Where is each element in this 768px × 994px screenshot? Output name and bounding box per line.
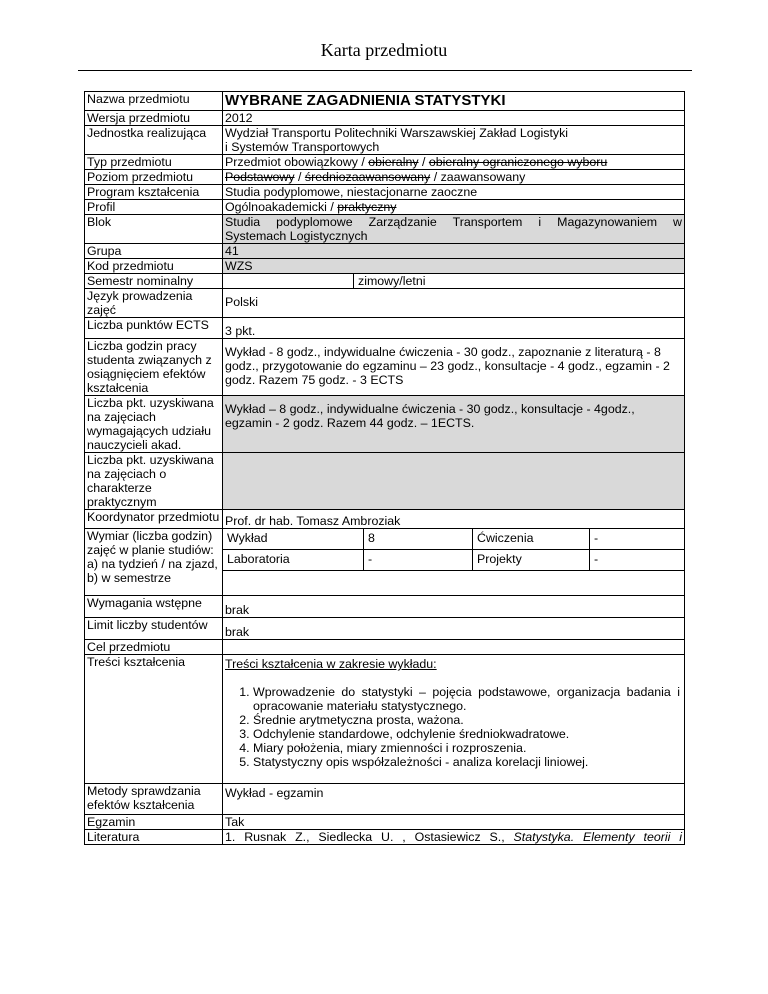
semestr-empty-cell — [223, 274, 354, 288]
label-program: Program kształcenia — [85, 185, 223, 200]
poziom-option-sredni: średniozaawansowany — [304, 170, 431, 184]
label-pkt-nauczyciel: Liczba pkt. uzyskiwana na zajęciach wymagających udziału nauczycieli akad. — [85, 396, 223, 453]
wymiar-cell: - — [590, 550, 685, 571]
tresci-list-item: 5. Statystyczny opis współzależności - analiza korelacji liniowej. — [253, 755, 680, 769]
label-literatura: Literatura — [85, 830, 223, 845]
label-poziom: Poziom przedmiotu — [85, 170, 223, 185]
label-wymiar: Wymiar (liczba godzin) zajęć w planie studiów: a) na tydzień / na zjazd, b) w semestrze — [85, 529, 223, 596]
wymiar-cell: - — [590, 529, 685, 550]
row-pkt-nauczyciel — [85, 396, 685, 453]
label-semestr: Semestr nominalny — [85, 274, 223, 289]
wymiar-cell: - — [364, 550, 473, 571]
row-wersja — [85, 111, 685, 126]
value-blok-line1: Studia podyplomowe Zarządzanie Transportem i Magazynowaniem w — [225, 215, 682, 229]
value-profil — [223, 200, 685, 215]
value-literatura — [223, 830, 685, 845]
tresci-heading: Treści kształcenia w zakresie wykładu: — [225, 657, 437, 671]
value-wymiar — [223, 529, 685, 596]
row-poziom — [85, 170, 685, 185]
wymiar-row-1 — [223, 529, 684, 550]
row-metody — [85, 784, 685, 815]
row-program — [85, 185, 685, 200]
page-header-title: Karta przedmiotu — [320, 40, 448, 60]
tresci-list-item: 1. Wprowadzenie do statystyki – pojęcia podstawowe, organizacja badania i opracowanie materiału statystycznego. — [253, 685, 680, 713]
label-wymagania: Wymagania wstępne — [85, 596, 223, 618]
value-pkt-nauczyciel: Wykład – 8 godz., indywidualne ćwiczenia - 30 godz., konsultacje - 4godz., egzamin - 2 godz. Razem 44 godz. – 1ECTS. — [223, 396, 685, 453]
label-jezyk: Język prowadzenia zajęć — [85, 289, 223, 318]
row-cel — [85, 640, 685, 655]
row-egzamin — [85, 815, 685, 830]
value-godziny: Wykład - 8 godz., indywidualne ćwiczenia - 30 godz., zapoznanie z literaturą - 8 godz., przygotowanie do egzaminu – 23 godz., konsultacje - 4 godz., egzamin - 2 godz. Razem 75 godz. - 3 ECTS — [223, 339, 685, 396]
typ-separator: / — [357, 155, 369, 169]
value-egzamin: Tak — [223, 815, 685, 830]
tresci-list-item: 2. Średnie arytmetyczna prosta, ważona. — [253, 713, 680, 727]
wymiar-row-3 — [223, 571, 684, 596]
label-pkt-praktyczny: Liczba pkt. uzyskiwana na zajęciach o charakterze praktycznym — [85, 453, 223, 510]
wymiar-cell: 8 — [364, 529, 473, 550]
value-limit: brak — [223, 618, 685, 640]
poziom-separator: / — [430, 170, 441, 184]
row-grupa — [85, 244, 685, 259]
label-cel: Cel przedmiotu — [85, 640, 223, 655]
literatura-number: 1. — [225, 830, 236, 844]
tresci-list — [225, 685, 680, 769]
label-wersja: Wersja przedmiotu — [85, 111, 223, 126]
label-profil: Profil — [85, 200, 223, 215]
poziom-separator: / — [294, 170, 305, 184]
label-godziny: Liczba godzin pracy studenta związanych z osiągnięciem efektów kształcenia — [85, 339, 223, 396]
row-wymagania — [85, 596, 685, 618]
course-title: WYBRANE ZAGADNIENIA STATYSTYKI — [223, 92, 685, 111]
literatura-authors: Rusnak Z., Siedlecka U. , Ostasiewicz S., — [244, 830, 514, 844]
wymiar-cell: Ćwiczenia — [473, 529, 590, 550]
value-metody: Wykład - egzamin — [223, 784, 685, 815]
value-wymagania: brak — [223, 596, 685, 618]
course-card-table — [84, 91, 685, 845]
row-kod — [85, 259, 685, 274]
label-grupa: Grupa — [85, 244, 223, 259]
value-typ — [223, 155, 685, 170]
wymiar-cell: Projekty — [473, 550, 590, 571]
tresci-list-item: 3. Odchylenie standardowe, odchylenie średniokwadratowe. — [253, 727, 680, 741]
label-kod: Kod przedmiotu — [85, 259, 223, 274]
typ-option-obowiazkowy: Przedmiot obowiązkowy — [225, 155, 358, 169]
row-typ — [85, 155, 685, 170]
label-koordynator: Koordynator przedmiotu — [85, 510, 223, 529]
wymiar-cell: Laboratoria — [223, 550, 364, 571]
row-literatura — [85, 830, 685, 845]
literatura-title: Statystyka. Elementy teorii i — [513, 830, 682, 844]
profil-separator: / — [326, 200, 338, 214]
value-jezyk: Polski — [223, 289, 685, 318]
profil-option-ogolnoakademicki: Ogólnoakademicki — [225, 200, 327, 214]
wymiar-cell: Wykład — [223, 529, 364, 550]
profil-option-praktyczny: praktyczny — [337, 200, 397, 214]
label-blok: Blok — [85, 215, 223, 244]
row-wymiar — [85, 529, 685, 596]
header-rule — [78, 70, 692, 71]
row-blok — [85, 215, 685, 244]
label-metody: Metody sprawdzania efektów kształcenia — [85, 784, 223, 815]
row-jednostka — [85, 126, 685, 155]
value-koordynator: Prof. dr hab. Tomasz Ambroziak — [223, 510, 685, 529]
typ-separator: / — [418, 155, 429, 169]
label-jednostka: Jednostka realizująca — [85, 126, 223, 155]
value-grupa: 41 — [223, 244, 685, 259]
row-limit — [85, 618, 685, 640]
value-tresci — [223, 655, 685, 784]
value-ects: 3 pkt. — [223, 318, 685, 339]
value-poziom — [223, 170, 685, 185]
tresci-list-item: 4. Miary położenia, miary zmienności i rozproszenia. — [253, 741, 680, 755]
row-koordynator — [85, 510, 685, 529]
value-wersja: 2012 — [223, 111, 685, 126]
semestr-value: zimowy/letni — [358, 274, 426, 288]
label-nazwa: Nazwa przedmiotu — [85, 92, 223, 111]
row-profil — [85, 200, 685, 215]
label-limit: Limit liczby studentów — [85, 618, 223, 640]
value-program: Studia podyplomowe, niestacjonarne zaoczne — [223, 185, 685, 200]
value-semestr — [223, 274, 685, 289]
label-typ: Typ przedmiotu — [85, 155, 223, 170]
wymiar-table — [223, 529, 684, 595]
typ-option-ograniczony: obieralny ograniczonego wyboru — [428, 155, 608, 169]
row-pkt-praktyczny — [85, 453, 685, 510]
poziom-option-podstawowy: Podstawowy — [225, 170, 295, 184]
value-jednostka — [223, 126, 685, 155]
value-kod: WZS — [223, 259, 685, 274]
row-ects — [85, 318, 685, 339]
row-semestr — [85, 274, 685, 289]
label-tresci: Treści kształcenia — [85, 655, 223, 784]
value-blok-line2: Systemach Logistycznych — [225, 229, 368, 243]
row-tresci — [85, 655, 685, 784]
value-cel — [223, 640, 685, 655]
row-jezyk — [85, 289, 685, 318]
row-godziny — [85, 339, 685, 396]
wymiar-row-2 — [223, 550, 684, 571]
poziom-option-zaawansowany: zaawansowany — [440, 170, 526, 184]
label-ects: Liczba punktów ECTS — [85, 318, 223, 339]
value-jednostka-line2: i Systemów Transportowych — [225, 140, 380, 154]
value-pkt-praktyczny — [223, 453, 685, 510]
row-nazwa — [85, 92, 685, 111]
value-blok — [223, 215, 685, 244]
label-egzamin: Egzamin — [85, 815, 223, 830]
typ-option-obieralny: obieralny — [368, 155, 419, 169]
wymiar-empty-cell — [223, 571, 684, 596]
value-jednostka-line1: Wydział Transportu Politechniki Warszawskiej Zakład Logistyki — [225, 126, 569, 140]
